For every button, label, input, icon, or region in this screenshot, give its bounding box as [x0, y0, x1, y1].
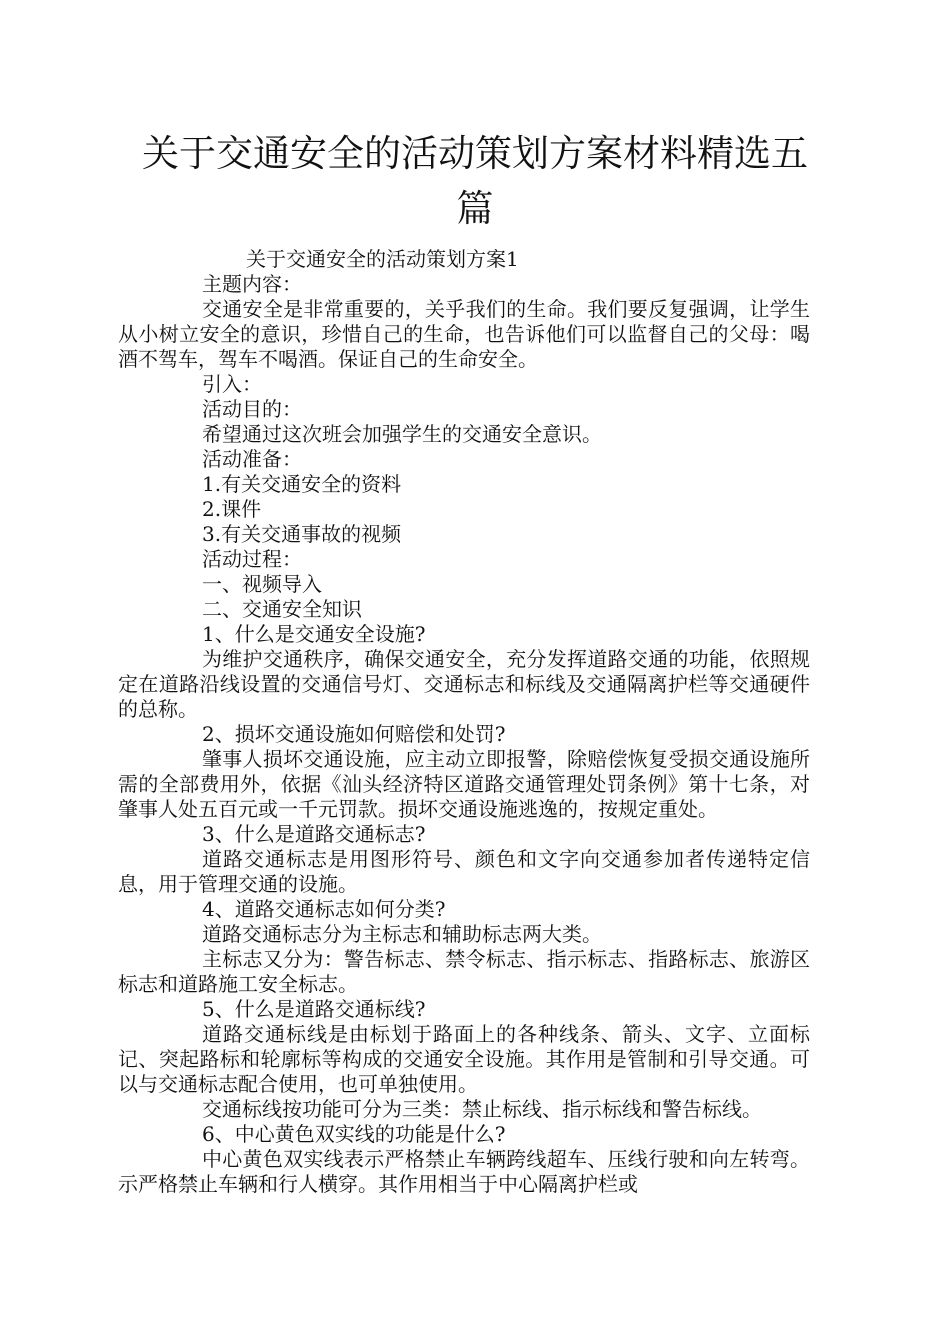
answer: 道路交通标线是由标划于路面上的各种线条、箭头、文字、立面标记、突起路标和轮廓标等构成的交通安全设施。其作用是管制和引导交通。可以与交通标志配合使用，也可单独使用。 — [118, 1022, 810, 1096]
question: 4、道路交通标志如何分类? — [202, 897, 446, 921]
question: 2、损坏交通设施如何赔偿和处罚? — [202, 722, 506, 746]
paragraph: 活动准备： — [202, 447, 302, 471]
answer: 道路交通标志分为主标志和辅助标志两大类。 — [202, 922, 602, 946]
paragraph: 活动过程： — [202, 547, 302, 571]
answer: 肇事人损坏交通设施，应主动立即报警，除赔偿恢复受损交通设施所需的全部费用外，依据《汕头经济特区道路交通管理处罚条例》第十七条，对肇事人处五百元或一千元罚款。损坏交通设施逃逸的，按规定重处。 — [118, 747, 810, 821]
question: 3、什么是道路交通标志? — [202, 822, 426, 846]
paragraph: 活动目的： — [202, 397, 302, 421]
paragraph: 二、交通安全知识 — [202, 597, 362, 621]
question: 6、中心黄色双实线的功能是什么? — [202, 1122, 506, 1146]
paragraph: 主题内容： — [202, 272, 302, 296]
paragraph: 引入： — [202, 372, 262, 396]
document-title: 关于交通安全的活动策划方案材料精选五篇 — [142, 132, 808, 230]
paragraph: 交通安全是非常重要的，关乎我们的生命。我们要反复强调，让学生从小树立安全的意识，珍惜自己的生命，也告诉他们可以监督自己的父母：喝酒不驾车，驾车不喝酒。保证自己的生命安全。 — [118, 297, 810, 371]
document-body — [118, 247, 810, 1197]
answer: 主标志又分为：警告标志、禁令标志、指示标志、指路标志、旅游区标志和道路施工安全标志。 — [118, 947, 810, 996]
answer: 道路交通标志是用图形符号、颜色和文字向交通参加者传递特定信息，用于管理交通的设施。 — [118, 847, 810, 896]
answer: 为维护交通秩序，确保交通安全，充分发挥道路交通的功能，依照规定在道路沿线设置的交通信号灯、交通标志和标线及交通隔离护栏等交通硬件的总称。 — [118, 647, 810, 721]
list-item: 1.有关交通安全的资料 — [202, 472, 402, 496]
paragraph: 一、视频导入 — [202, 572, 322, 596]
list-item: 2.课件 — [202, 497, 262, 521]
answer: 中心黄色双实线表示严格禁止车辆跨线超车、压线行驶和向左转弯。示严格禁止车辆和行人横穿。其作用相当于中心隔离护栏或 — [118, 1147, 810, 1196]
list-item: 3.有关交通事故的视频 — [202, 522, 402, 546]
answer: 交通标线按功能可分为三类：禁止标线、指示标线和警告标线。 — [202, 1097, 762, 1121]
question: 1、什么是交通安全设施? — [202, 622, 426, 646]
paragraph: 希望通过这次班会加强学生的交通安全意识。 — [202, 422, 602, 446]
section-heading: 关于交通安全的活动策划方案1 — [246, 247, 519, 271]
question: 5、什么是道路交通标线? — [202, 997, 426, 1021]
